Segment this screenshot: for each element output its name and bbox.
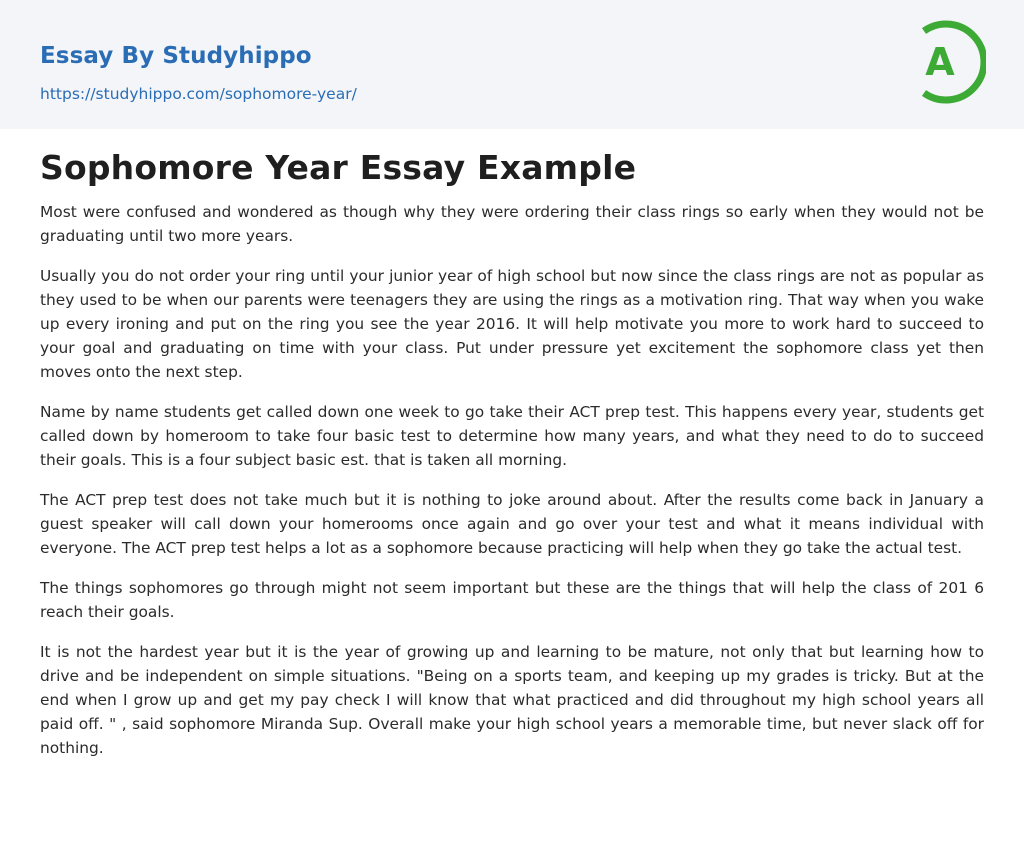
essay-paragraph: Usually you do not order your ring until your junior year of high school but now since the class rings are not as popular as they used to be when our parents were teenagers they are using the rings as a motivation ring. That way when you wake up every ironing and put on the ring you see the year 2016. It will help motivate you more to work hard to succeed to your goal and graduating on time with your class. Put under pressure yet excitement the sophomore class yet then moves onto the next step.	[40, 267, 984, 381]
source-url-link[interactable]: https://studyhippo.com/sophomore-year/	[40, 85, 357, 103]
essay-paragraph: The ACT prep test does not take much but it is nothing to joke around about. After the results come back in January a guest speaker will call down your homerooms once again and go over your test and what it means individual with everyone. The ACT prep test helps a lot as a sophomore because practicing will help when they go take the actual test.	[40, 491, 984, 557]
site-header	[0, 0, 1024, 129]
essay-paragraph: Name by name students get called down one week to go take their ACT prep test. This happens every year, students get called down by homeroom to take four basic test to determine how many years, and what they need to do to succeed their goals. This is a four subject basic est. that is taken all morning.	[40, 403, 984, 469]
essay-paragraph: Most were confused and wondered as though why they were ordering their class rings so early when they would not be graduating until two more years.	[40, 203, 984, 245]
page-title: Sophomore Year Essay Example	[40, 148, 637, 187]
essay-paragraph: The things sophomores go through might not seem important but these are the things that will help the class of 201 6 reach their goals.	[40, 579, 984, 621]
essay-paragraph: It is not the hardest year but it is the year of growing up and learning to be mature, not only that but learning how to drive and be independent on simple situations. "Being on a sports team, and keeping up my grades is tricky. But at the end when I grow up and get my pay check I will know that what practiced and did throughout my high school years all paid off. " , said sophomore Miranda Sup. Overall make your high school years a memorable time, but never slack off for nothing.	[40, 643, 984, 757]
studyhippo-logo-icon[interactable]	[912, 19, 986, 105]
site-brand[interactable]: Essay By Studyhippo	[40, 43, 312, 69]
article-content	[40, 145, 984, 776]
logo-letter: A	[925, 40, 955, 84]
